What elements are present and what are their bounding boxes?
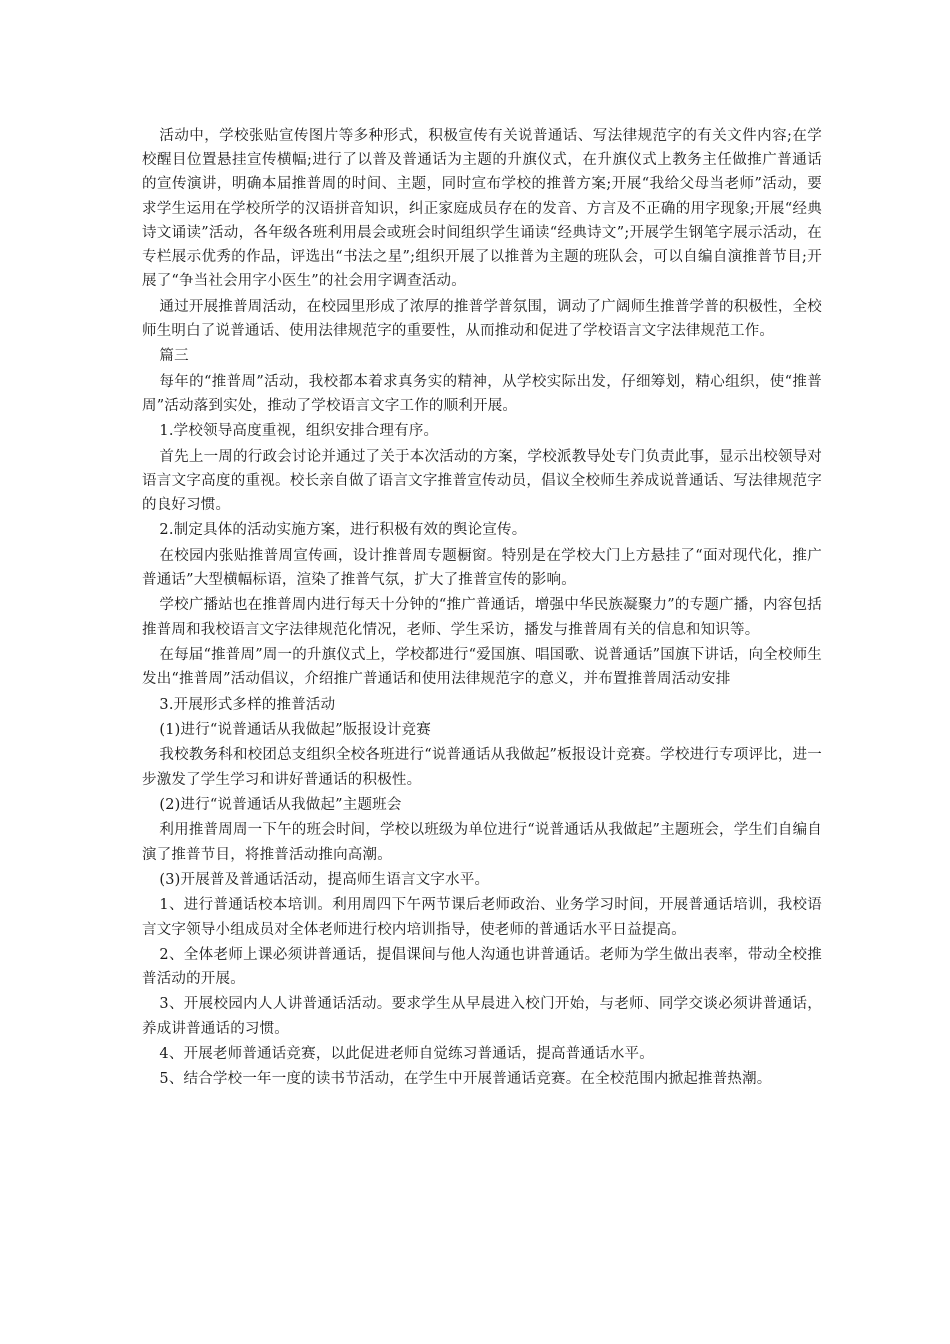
paragraph: 利用推普周周一下午的班会时间，学校以班级为单位进行“说普通话从我做起”主题班会，学生们自编自演了推普节目，将推普活动推向高潮。	[142, 822, 822, 863]
list-heading: 3.开展形式多样的推普活动	[159, 696, 336, 713]
paragraph: 我校教务科和校团总支组织全校各班进行“说普通话从我做起”板报设计竞赛。学校进行专项评比，进一步激发了学生学习和讲好普通话的积极性。	[142, 747, 822, 788]
paragraph: 在每届“推普周”周一的升旗仪式上，学校都进行“爱国旗、唱国歌、说普通话”国旗下讲话，向全校师生发出“推普周”活动倡议，介绍推广普通话和使用法律规范字的意义，并布置推普周活动安排	[142, 646, 822, 688]
list-item: 1、进行普通话校本培训。利用周四下午两节课后老师政治、业务学习时间，开展普通话培训，我校语言文字领导小组成员对全体老师进行校内培训指导，使老师的普通话水平日益提高。	[142, 897, 822, 938]
sub-heading: (2)进行“说普通话从我做起”主题班会	[159, 796, 402, 813]
list-item: 3、开展校园内人人讲普通话活动。要求学生从早晨进入校门开始，与老师、同学交谈必须讲普通话，养成讲普通话的习惯。	[142, 996, 822, 1037]
paragraph: 在校园内张贴推普周宣传画，设计推普周专题橱窗。特别是在学校大门上方悬挂了“面对现代化，推广普通话”大型横幅标语，渲染了推普气氛，扩大了推普宣传的影响。	[142, 547, 822, 588]
paragraph: 学校广播站也在推普周内进行每天十分钟的“推广普通话，增强中华民族凝聚力”的专题广播，内容包括推普周和我校语言文字法律规范化情况，老师、学生采访，播发与推普周有关的信息和知识等。	[142, 597, 822, 638]
list-item: 5、结合学校一年一度的读书节活动，在学生中开展普通话竞赛。在全校范围内掀起推普热潮。	[159, 1071, 772, 1088]
paragraph: 活动中，学校张贴宣传图片等多种形式，积极宣传有关说普通话、写法律规范字的有关文件内容;在学校醒目位置悬挂宣传横幅;进行了以普及普通话为主题的升旗仪式，在升旗仪式上教务主任做推广普通话的宣传演讲，明确本届推普周的时间、主题，同时宣布学校的推普方案;开展“我给父母当老师”活动，要求学生运用在学校所学的汉语拼音知识，纠正家庭成员存在的发音、方言及不正确的用字现象;开展“经典诗文诵读”活动，各年级各班利用晨会或班会时间组织学生诵读“经典诗文”;开展学生钢笔字展示活动，在专栏展示优秀的作品，评选出“书法之星”;组织开展了以推普为主题的班队会，可以自编自演推普节目;开展了“争当社会用字小医生”的社会用字调查活动。	[142, 128, 822, 290]
paragraph: 每年的“推普周”活动，我校都本着求真务实的精神，从学校实际出发，仔细筹划，精心组织，使“推普周”活动落到实处，推动了学校语言文字工作的顺利开展。	[142, 373, 822, 414]
document-body	[142, 124, 822, 1093]
sub-heading: (3)开展普及普通话活动，提高师生语言文字水平。	[159, 871, 490, 888]
list-heading: 1.学校领导高度重视，组织安排合理有序。	[159, 423, 439, 440]
section-heading: 篇三	[159, 348, 189, 365]
paragraph: 首先上一周的行政会讨论并通过了关于本次活动的方案，学校派教导处专门负责此事，显示出校领导对语言文字高度的重视。校长亲自做了语言文字推普宣传动员，倡议全校师生养成说普通话、写法律规范字的良好习惯。	[142, 448, 822, 513]
sub-heading: (1)进行“说普通话从我做起”版报设计竞赛	[159, 721, 431, 738]
list-heading: 2.制定具体的活动实施方案，进行积极有效的舆论宣传。	[159, 522, 527, 539]
list-item: 4、开展老师普通话竞赛，以此促进老师自觉练习普通话，提高普通话水平。	[159, 1046, 654, 1063]
list-item: 2、全体老师上课必须讲普通话，提倡课间与他人沟通也讲普通话。老师为学生做出表率，带动全校推普活动的开展。	[142, 946, 822, 988]
paragraph: 通过开展推普周活动，在校园里形成了浓厚的推普学普氛围，调动了广阔师生推普学普的积极性，全校师生明白了说普通话、使用法律规范字的重要性，从而推动和促进了学校语言文字法律规范工作。	[142, 298, 822, 339]
